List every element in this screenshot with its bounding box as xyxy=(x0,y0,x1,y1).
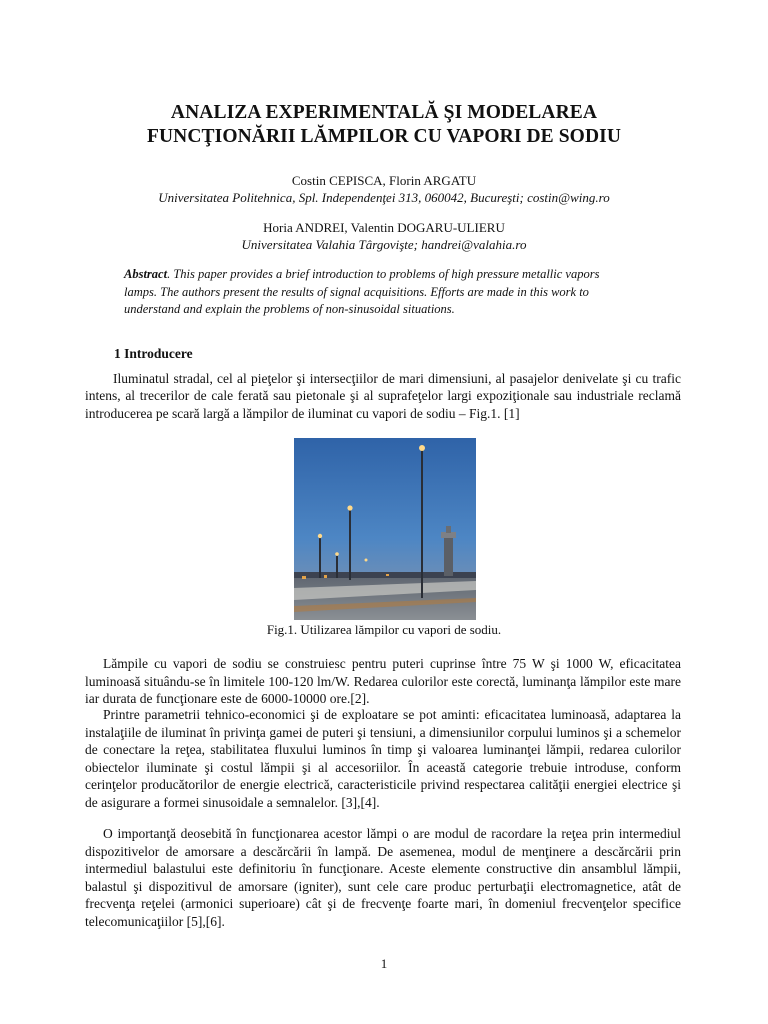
paragraph-1 xyxy=(85,370,681,422)
paragraph-1-text: Iluminatul stradal, cel al pieţelor şi intersecţiilor de mari dimensiuni, al pasajelor denivelate şi cu trafic intens, al trecerilor de cale ferată sau pietonale şi al suprafeţelor largi expoziţionale sau industriale reclamă introducerea pe scară largă a lămpilor de iluminat cu vapori de sodiu – Fig.1. [1] xyxy=(85,371,681,421)
paragraph-3 xyxy=(85,706,681,812)
paragraph-4 xyxy=(85,825,681,931)
paragraph-4-text: O importanţă deosebită în funcţionarea acestor lămpi o are modul de racordare la reţea prin intermediul dispozitivelor de amorsare a descărcării în lampă. De asemenea, modul de menţinere a descărcării prin intermediul balastului este definitoriu în funcţionare. Aceste elemente constructive din ansamblul lămpii, balastul şi dispozitivul de amorsare (igniter), sunt cele care produc perturbaţii electromagnetice, atât de frecvenţa reţelei (armonici superioare) cât şi de frecvenţe foarte mari, în domeniul frecvenţelor specifice telecomunicaţiilor [5],[6]. xyxy=(85,826,681,929)
abstract xyxy=(124,266,634,319)
abstract-text: . This paper provides a brief introduction to problems of high pressure metallic vapors lamps. The authors present the results of signal acquisitions. Efforts are made in this work to understand and explain the problems of non-sinusoidal situations. xyxy=(124,267,600,316)
paragraph-2 xyxy=(85,655,681,708)
paragraph-3-text: Printre parametrii tehnico-economici şi de exploatare se pot aminti: eficacitatea luminoasă, adaptarea la instalaţiile de iluminat în privinţa gamei de puteri şi tensiuni, a dimensiunilor corpului luminos şi a schemelor de conectare la reţea, stabilitatea fluxului luminos în timp şi valoarea luminanţei lămpii, redarea culorilor obiectelor iluminate şi costul lămpii şi al accesoriilor. În această categorie trebuie introduse, conform cerinţelor producătorilor de energie electrică, caracteristicile privind respectarea calităţii energiei electrice şi de asigurare a formei sinusoidale a semnalelor. [3],[4]. xyxy=(85,707,681,810)
title-line-2: FUNCŢIONĂRII LĂMPILOR CU VAPORI DE SODIU xyxy=(146,126,622,147)
paragraph-2-text: Lămpile cu vapori de sodiu se construiesc pentru puteri cuprinse între 75 W şi 1000 W, eficacitatea luminoasă situându-se în limitele 100-120 lm/W. Redarea culorilor este corectă, luminanţa lămpilor este mare iar durata de funcţionare este de 6000-10000 ore.[2]. xyxy=(85,656,681,707)
authors-group-1: Costin CEPISCA, Florin ARGATU xyxy=(291,173,477,188)
title-line-1: ANALIZA EXPERIMENTALĂ ŞI MODELAREA xyxy=(170,102,598,123)
figure-caption: Fig.1. Utilizarea lămpilor cu vapori de sodiu. xyxy=(266,622,502,637)
paper-title xyxy=(0,101,768,149)
authors-group-2: Horia ANDREI, Valentin DOGARU-ULIERU xyxy=(263,220,505,235)
abstract-label: Abstract xyxy=(124,267,168,281)
affiliation-group-1: Universitatea Politehnica, Spl. Independenţei 313, 060042, Bucureşti; costin@wing.ro xyxy=(158,190,610,205)
section-heading: 1 Introducere xyxy=(114,346,193,361)
street-lamps-photo xyxy=(294,438,476,620)
affiliation-group-2: Universitatea Valahia Târgovişte; handrei@valahia.ro xyxy=(241,237,527,252)
page-number: 1 xyxy=(380,956,388,971)
